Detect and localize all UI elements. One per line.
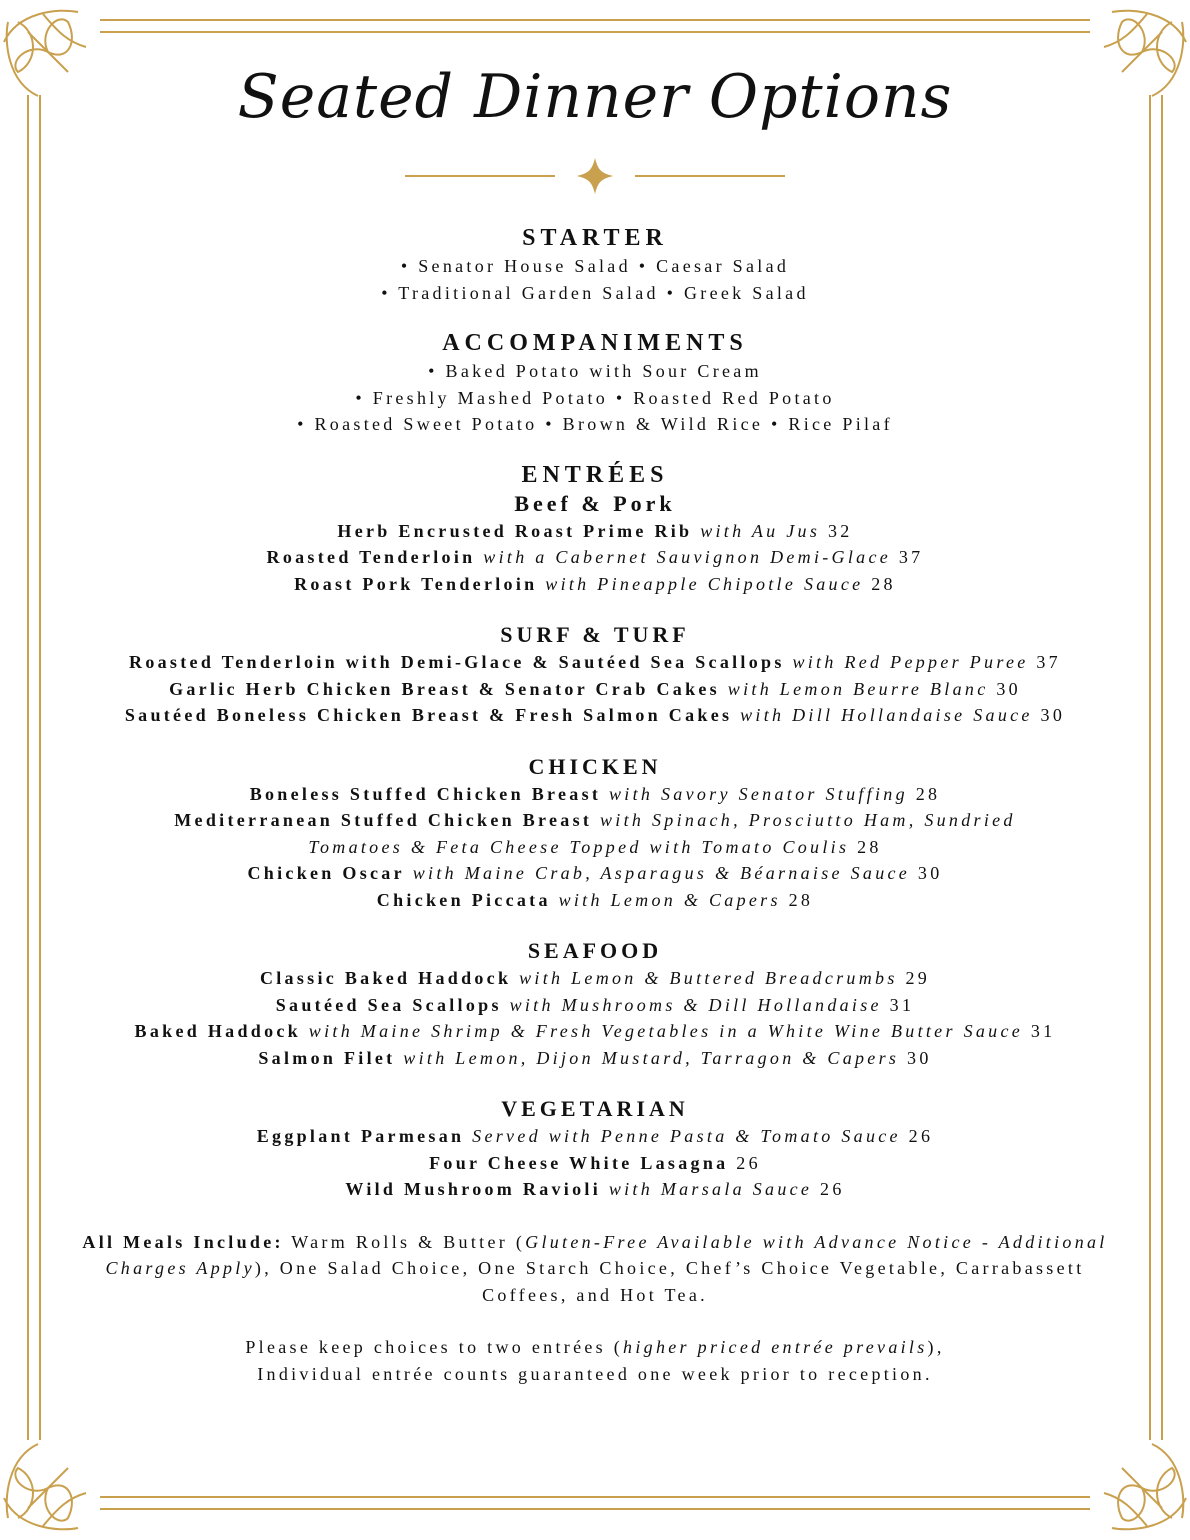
- item-desc: with Lemon & Buttered Breadcrumbs: [519, 968, 898, 988]
- item-price: 29: [905, 968, 931, 988]
- menu-item: [40, 781, 1150, 808]
- item-desc: with a Cabernet Sauvignon Demi-Glace: [483, 547, 892, 567]
- item-price: 31: [889, 994, 915, 1015]
- menu-item: [40, 676, 1150, 703]
- accompaniments-line: • Roasted Sweet Potato • Brown & Wild Rice • Rice Pilaf: [297, 414, 893, 434]
- menu-item-continued: [40, 834, 1150, 861]
- note-text: ),: [927, 1337, 945, 1357]
- item-desc: with Spinach, Prosciutto Ham, Sundried: [600, 810, 1016, 830]
- item-desc: Tomatoes & Feta Cheese Topped with Tomato Coulis: [308, 836, 850, 857]
- meals-include-note: Gluten-Free Available with Advance Notice - Additional Charges Apply: [105, 1231, 1108, 1278]
- item-desc: with Maine Shrimp & Fresh Vegetables in a White Wine Butter Sauce: [308, 1021, 1024, 1041]
- item-price: 26: [736, 1152, 761, 1173]
- item-name: Eggplant Parmesan: [256, 1126, 465, 1146]
- menu-item: [40, 544, 1150, 571]
- item-name: Sautéed Boneless Chicken Breast & Fresh Salmon Cakes: [124, 705, 733, 725]
- item-name: Roasted Tenderloin: [266, 547, 476, 567]
- item-name: Mediterranean Stuffed Chicken Breast: [174, 810, 593, 830]
- surf-turf-title: SURF & TURF: [500, 622, 690, 647]
- menu-item: [40, 1123, 1150, 1150]
- item-price: 28: [788, 889, 814, 910]
- item-price: 30: [907, 1047, 932, 1068]
- menu-item: [40, 1150, 1150, 1177]
- meals-include-text: ), One Salad Choice, One Starch Choice, Chef’s Choice Vegetable, Carrabassett Coffees, and Hot Tea.: [254, 1258, 1085, 1305]
- starter-line: • Senator House Salad • Caesar Salad: [400, 256, 790, 276]
- menu-item: [40, 887, 1150, 914]
- item-price: 30: [1040, 705, 1066, 725]
- item-desc: with Pineapple Chipotle Sauce: [545, 573, 864, 594]
- item-price: 26: [820, 1179, 845, 1199]
- menu-item: [40, 1045, 1150, 1072]
- item-desc: Served with Penne Pasta & Tomato Sauce: [472, 1126, 901, 1146]
- meals-include-paragraph: [40, 1229, 1150, 1309]
- menu-item: [40, 965, 1150, 992]
- menu-item: [40, 992, 1150, 1019]
- starter-title: STARTER: [522, 225, 668, 251]
- item-name: Garlic Herb Chicken Breast & Senator Crab Cakes: [169, 678, 720, 699]
- menu-item: [40, 518, 1150, 545]
- item-price: 28: [871, 573, 896, 594]
- item-name: Roast Pork Tenderloin: [294, 573, 538, 594]
- item-name: Sautéed Sea Scallops: [275, 994, 502, 1015]
- item-price: 26: [908, 1126, 934, 1146]
- item-name: Baked Haddock: [134, 1021, 301, 1041]
- item-desc: with Lemon Beurre Blanc: [727, 678, 989, 699]
- item-desc: with Savory Senator Stuffing: [608, 783, 908, 804]
- vegetarian-title: VEGETARIAN: [501, 1096, 689, 1121]
- item-price: 30: [996, 678, 1021, 699]
- note-line: Individual entrée counts guaranteed one week prior to reception.: [257, 1363, 933, 1384]
- item-name: Salmon Filet: [258, 1047, 396, 1068]
- item-price: 37: [1036, 652, 1061, 672]
- menu-item: [40, 1176, 1150, 1203]
- menu-item: [40, 860, 1150, 887]
- page-title: Seated Dinner Options: [237, 62, 953, 132]
- item-desc: with Maine Crab, Asparagus & Béarnaise Sauce: [412, 863, 911, 883]
- item-price: 37: [898, 547, 924, 567]
- item-desc: with Lemon, Dijon Mustard, Tarragon & Capers: [403, 1047, 900, 1068]
- item-name: Classic Baked Haddock: [259, 968, 512, 988]
- menu-item: [40, 1018, 1150, 1045]
- menu-content: [40, 0, 1150, 1387]
- meals-include-label: All Meals Include:: [82, 1231, 284, 1252]
- menu-item: [40, 571, 1150, 598]
- starter-line: • Traditional Garden Salad • Greek Salad: [381, 282, 809, 303]
- chicken-title: CHICKEN: [528, 753, 662, 779]
- item-desc: with Lemon & Capers: [558, 889, 781, 910]
- item-price: 32: [827, 520, 853, 541]
- menu-item: [40, 807, 1150, 834]
- note-italic: higher priced entrée prevails: [623, 1337, 928, 1357]
- item-name: Four Cheese White Lasagna: [429, 1152, 729, 1173]
- item-name: Chicken Piccata: [376, 889, 551, 910]
- item-name: Wild Mushroom Ravioli: [345, 1179, 602, 1199]
- item-price: 28: [857, 836, 882, 857]
- meals-include-text: Warm Rolls & Butter (: [291, 1231, 526, 1252]
- item-price: 30: [917, 863, 943, 883]
- accompaniments-line: • Baked Potato with Sour Cream: [428, 361, 762, 381]
- accompaniments-title: ACCOMPANIMENTS: [442, 330, 748, 356]
- item-name: Boneless Stuffed Chicken Breast: [249, 783, 602, 804]
- note-text: Please keep choices to two entrées (: [245, 1337, 624, 1357]
- entrees-title: ENTRÉES: [521, 461, 669, 488]
- item-desc: with Mushrooms & Dill Hollandaise: [509, 994, 882, 1015]
- note-line: [40, 1334, 1150, 1361]
- item-price: 31: [1030, 1021, 1056, 1041]
- accompaniments-line: • Freshly Mashed Potato • Roasted Red Potato: [355, 387, 835, 408]
- menu-item: [40, 649, 1150, 676]
- item-desc: with Dill Hollandaise Sauce: [740, 705, 1033, 725]
- item-name: Roasted Tenderloin with Demi-Glace & Sautéed Sea Scallops: [129, 652, 785, 672]
- item-desc: with Red Pepper Puree: [792, 652, 1029, 672]
- item-name: Herb Encrusted Roast Prime Rib: [337, 520, 693, 541]
- menu-item: [40, 702, 1150, 729]
- item-desc: with Au Jus: [700, 520, 821, 541]
- item-price: 28: [915, 783, 941, 804]
- beef-pork-title: Beef & Pork: [514, 490, 676, 516]
- item-name: Chicken Oscar: [247, 863, 405, 883]
- seafood-title: SEAFOOD: [527, 938, 663, 963]
- item-desc: with Marsala Sauce: [608, 1179, 813, 1199]
